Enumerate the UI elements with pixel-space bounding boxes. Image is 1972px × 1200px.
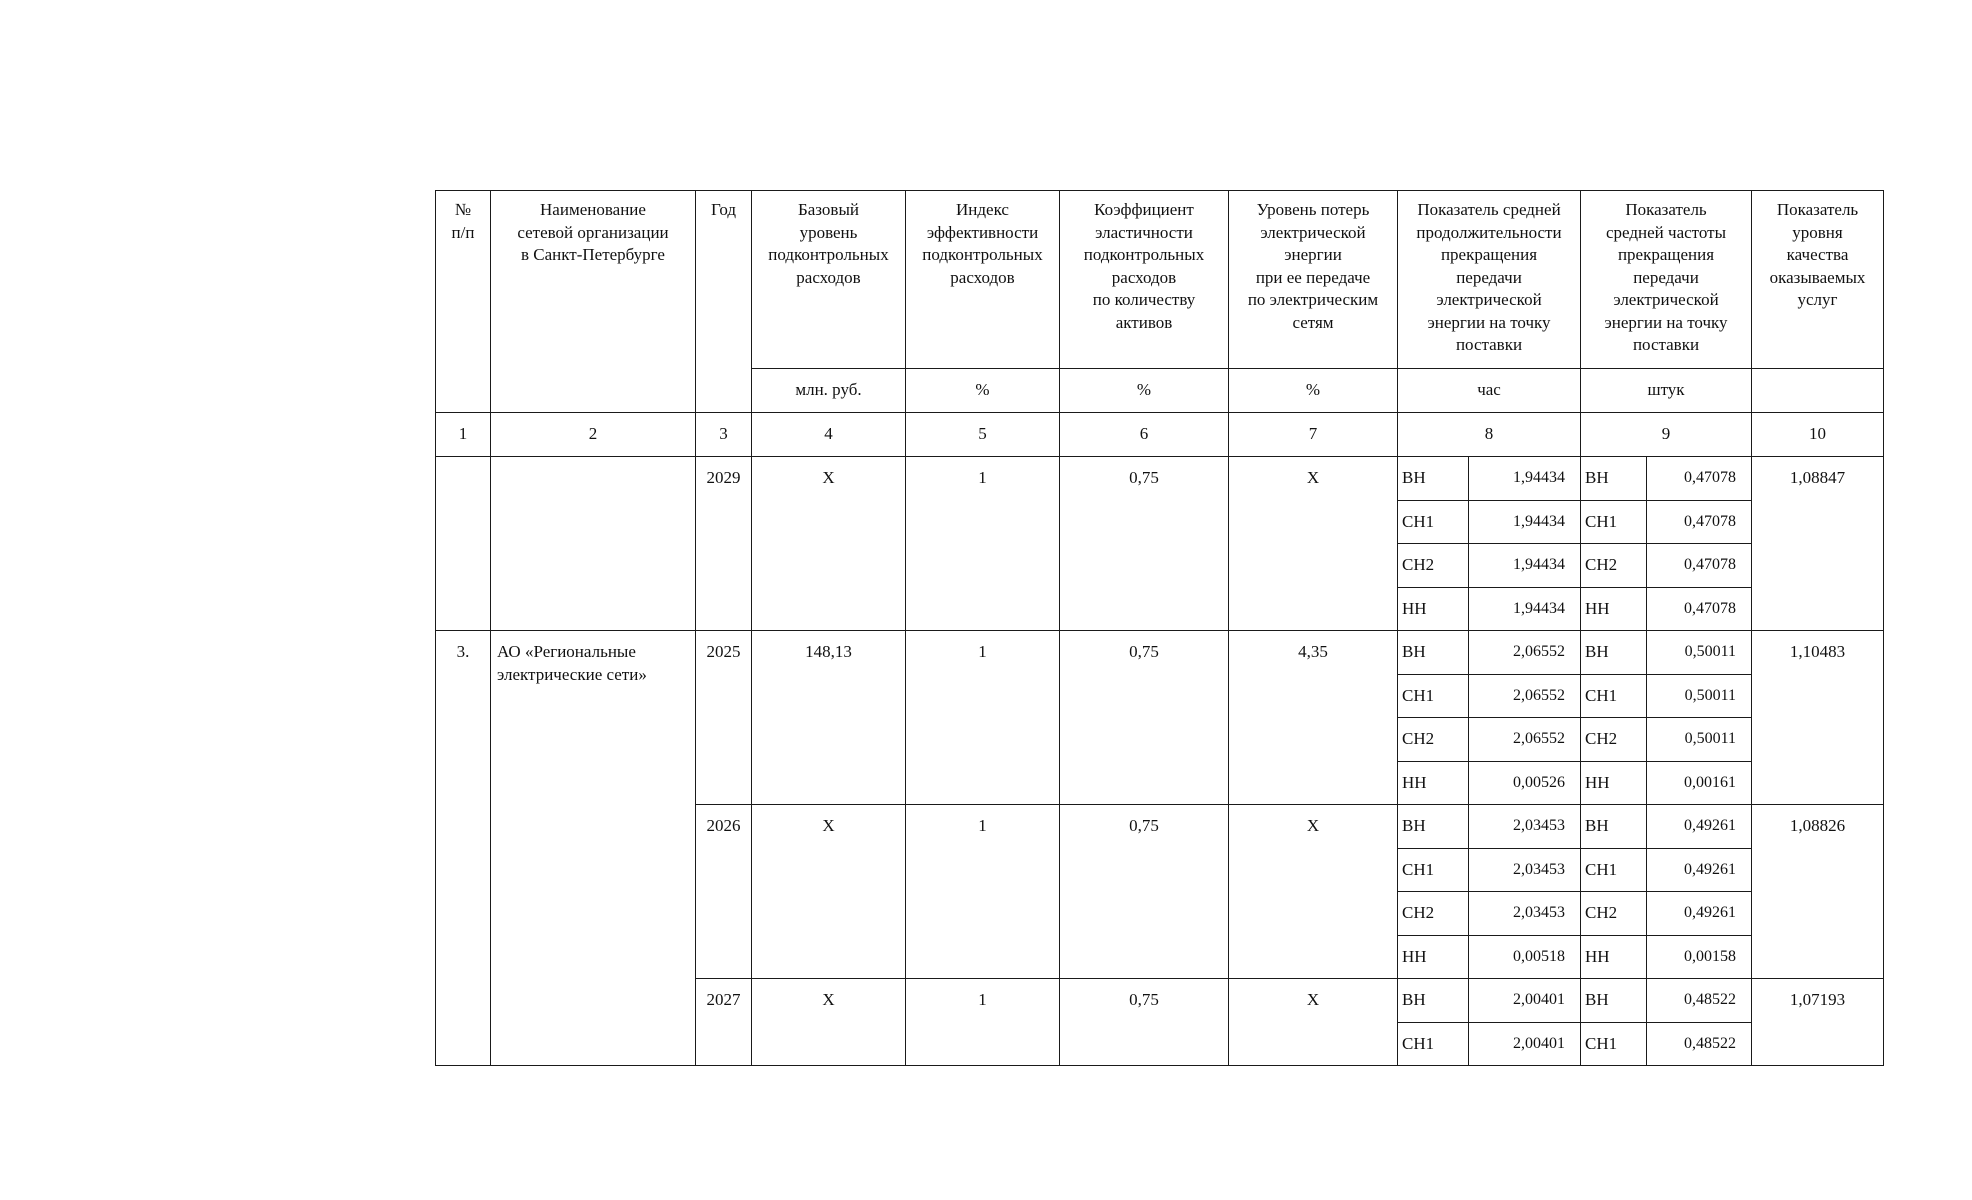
unit-losses: % bbox=[1229, 369, 1398, 413]
voltage-level-label: НН bbox=[1581, 935, 1647, 979]
frequency-value: 0,00158 bbox=[1647, 935, 1752, 979]
column-number: 2 bbox=[491, 413, 696, 457]
column-numbers-row bbox=[436, 413, 1884, 457]
organization-name bbox=[491, 457, 696, 631]
voltage-level-label: СН2 bbox=[1581, 892, 1647, 936]
table-row bbox=[436, 457, 1884, 501]
elasticity-cell: 0,75 bbox=[1060, 979, 1229, 1066]
voltage-level-label: ВН bbox=[1581, 979, 1647, 1023]
year-cell: 2025 bbox=[696, 631, 752, 805]
voltage-level-label: СН2 bbox=[1398, 718, 1469, 762]
table-body bbox=[436, 191, 1884, 1066]
duration-value: 2,06552 bbox=[1469, 631, 1581, 675]
frequency-value: 0,47078 bbox=[1647, 457, 1752, 501]
elasticity-cell: 0,75 bbox=[1060, 631, 1229, 805]
column-number: 7 bbox=[1229, 413, 1398, 457]
unit-base-level: млн. руб. bbox=[752, 369, 906, 413]
column-number: 10 bbox=[1752, 413, 1884, 457]
voltage-level-label: ВН bbox=[1398, 631, 1469, 675]
frequency-value: 0,50011 bbox=[1647, 718, 1752, 762]
base-level-cell: 148,13 bbox=[752, 631, 906, 805]
column-number: 9 bbox=[1581, 413, 1752, 457]
organization-name: АО «Региональные электрические сети» bbox=[491, 631, 696, 1066]
unit-frequency: штук bbox=[1581, 369, 1752, 413]
voltage-level-label: НН bbox=[1398, 587, 1469, 631]
unit-efficiency-index: % bbox=[906, 369, 1060, 413]
voltage-level-label: СН1 bbox=[1398, 848, 1469, 892]
base-level-cell: Х bbox=[752, 457, 906, 631]
duration-value: 0,00526 bbox=[1469, 761, 1581, 805]
voltage-level-label: СН1 bbox=[1581, 674, 1647, 718]
base-level-cell: Х bbox=[752, 805, 906, 979]
losses-cell: Х bbox=[1229, 805, 1398, 979]
voltage-level-label: СН1 bbox=[1581, 848, 1647, 892]
frequency-value: 0,50011 bbox=[1647, 631, 1752, 675]
losses-cell: Х bbox=[1229, 457, 1398, 631]
header-organization: Наименование сетевой организации в Санкт-Петербурге bbox=[491, 191, 696, 413]
duration-value: 2,00401 bbox=[1469, 979, 1581, 1023]
voltage-level-label: ВН bbox=[1581, 805, 1647, 849]
frequency-value: 0,47078 bbox=[1647, 500, 1752, 544]
voltage-level-label: СН2 bbox=[1581, 544, 1647, 588]
voltage-level-label: ВН bbox=[1581, 457, 1647, 501]
unit-quality bbox=[1752, 369, 1884, 413]
column-number: 8 bbox=[1398, 413, 1581, 457]
voltage-level-label: ВН bbox=[1581, 631, 1647, 675]
row-number bbox=[436, 457, 491, 631]
year-cell: 2027 bbox=[696, 979, 752, 1066]
voltage-level-label: НН bbox=[1398, 935, 1469, 979]
unit-duration: час bbox=[1398, 369, 1581, 413]
voltage-level-label: НН bbox=[1398, 761, 1469, 805]
elasticity-cell: 0,75 bbox=[1060, 457, 1229, 631]
header-frequency: Показатель средней частоты прекращения передачи электрической энергии на точку поставки bbox=[1581, 191, 1752, 369]
header-base-level: Базовый уровень подконтрольных расходов bbox=[752, 191, 906, 369]
duration-value: 2,03453 bbox=[1469, 848, 1581, 892]
duration-value: 2,03453 bbox=[1469, 892, 1581, 936]
voltage-level-label: СН1 bbox=[1581, 1022, 1647, 1066]
duration-value: 2,03453 bbox=[1469, 805, 1581, 849]
duration-value: 1,94434 bbox=[1469, 587, 1581, 631]
header-row-number: № п/п bbox=[436, 191, 491, 413]
voltage-level-label: ВН bbox=[1398, 457, 1469, 501]
frequency-value: 0,49261 bbox=[1647, 892, 1752, 936]
voltage-level-label: СН2 bbox=[1581, 718, 1647, 762]
quality-index-cell: 1,10483 bbox=[1752, 631, 1884, 805]
efficiency-index-cell: 1 bbox=[906, 631, 1060, 805]
tariff-parameters-table bbox=[435, 190, 1884, 1066]
header-elasticity: Коэффициент эластичности подконтрольных расходов по количеству активов bbox=[1060, 191, 1229, 369]
efficiency-index-cell: 1 bbox=[906, 805, 1060, 979]
column-number: 1 bbox=[436, 413, 491, 457]
losses-cell: 4,35 bbox=[1229, 631, 1398, 805]
frequency-value: 0,49261 bbox=[1647, 848, 1752, 892]
efficiency-index-cell: 1 bbox=[906, 979, 1060, 1066]
unit-elasticity: % bbox=[1060, 369, 1229, 413]
year-cell: 2026 bbox=[696, 805, 752, 979]
table-row bbox=[436, 631, 1884, 675]
column-number: 6 bbox=[1060, 413, 1229, 457]
voltage-level-label: СН1 bbox=[1398, 1022, 1469, 1066]
duration-value: 2,00401 bbox=[1469, 1022, 1581, 1066]
frequency-value: 0,47078 bbox=[1647, 587, 1752, 631]
row-number: 3. bbox=[436, 631, 491, 1066]
voltage-level-label: СН1 bbox=[1581, 500, 1647, 544]
frequency-value: 0,48522 bbox=[1647, 979, 1752, 1023]
frequency-value: 0,00161 bbox=[1647, 761, 1752, 805]
column-number: 5 bbox=[906, 413, 1060, 457]
frequency-value: 0,48522 bbox=[1647, 1022, 1752, 1066]
quality-index-cell: 1,08826 bbox=[1752, 805, 1884, 979]
voltage-level-label: СН1 bbox=[1398, 674, 1469, 718]
duration-value: 1,94434 bbox=[1469, 544, 1581, 588]
duration-value: 0,00518 bbox=[1469, 935, 1581, 979]
header-year: Год bbox=[696, 191, 752, 413]
frequency-value: 0,49261 bbox=[1647, 805, 1752, 849]
voltage-level-label: НН bbox=[1581, 587, 1647, 631]
frequency-value: 0,50011 bbox=[1647, 674, 1752, 718]
column-number: 4 bbox=[752, 413, 906, 457]
year-cell: 2029 bbox=[696, 457, 752, 631]
duration-value: 2,06552 bbox=[1469, 718, 1581, 762]
duration-value: 1,94434 bbox=[1469, 500, 1581, 544]
column-number: 3 bbox=[696, 413, 752, 457]
header-losses: Уровень потерь электрической энергии при ее передаче по электрическим сетям bbox=[1229, 191, 1398, 369]
quality-index-cell: 1,07193 bbox=[1752, 979, 1884, 1066]
voltage-level-label: СН2 bbox=[1398, 544, 1469, 588]
efficiency-index-cell: 1 bbox=[906, 457, 1060, 631]
voltage-level-label: НН bbox=[1581, 761, 1647, 805]
base-level-cell: Х bbox=[752, 979, 906, 1066]
voltage-level-label: СН2 bbox=[1398, 892, 1469, 936]
header-efficiency-index: Индекс эффективности подконтрольных расходов bbox=[906, 191, 1060, 369]
header-row bbox=[436, 191, 1884, 369]
duration-value: 1,94434 bbox=[1469, 457, 1581, 501]
header-quality: Показатель уровня качества оказываемых услуг bbox=[1752, 191, 1884, 369]
header-duration: Показатель средней продолжительности прекращения передачи электрической энергии на точку поставки bbox=[1398, 191, 1581, 369]
duration-value: 2,06552 bbox=[1469, 674, 1581, 718]
voltage-level-label: ВН bbox=[1398, 805, 1469, 849]
voltage-level-label: ВН bbox=[1398, 979, 1469, 1023]
frequency-value: 0,47078 bbox=[1647, 544, 1752, 588]
voltage-level-label: СН1 bbox=[1398, 500, 1469, 544]
elasticity-cell: 0,75 bbox=[1060, 805, 1229, 979]
losses-cell: Х bbox=[1229, 979, 1398, 1066]
quality-index-cell: 1,08847 bbox=[1752, 457, 1884, 631]
